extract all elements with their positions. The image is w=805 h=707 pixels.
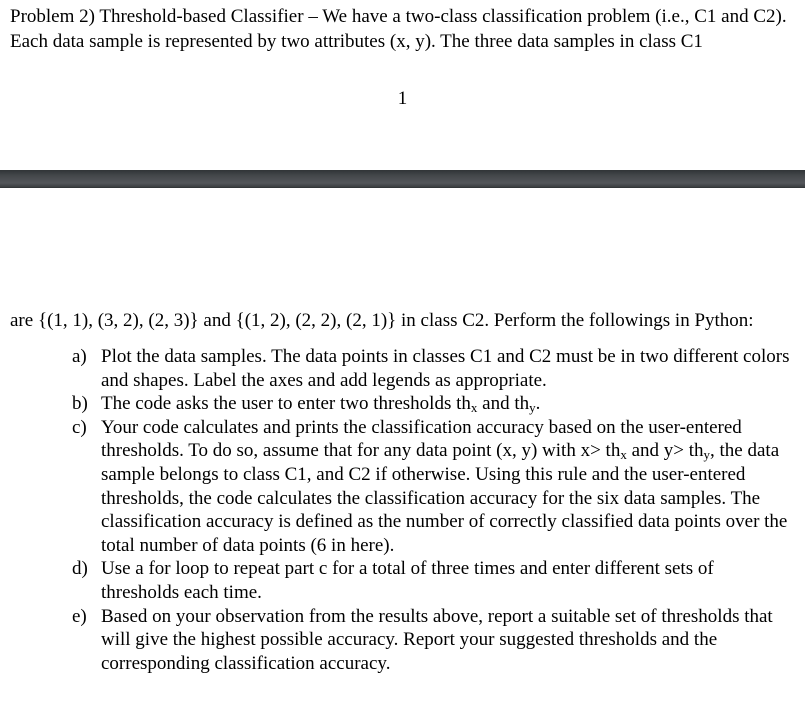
list-item-b-text [101, 392, 793, 416]
page-1 [0, 0, 805, 170]
list-item-b [72, 392, 793, 416]
problem-continuation-paragraph: are {(1, 1), (3, 2), (2, 3)} and {(1, 2), (2, 2), (2, 1)} in class C2. Perform the followings in Python: [10, 310, 754, 331]
list-item-d-body: Use a for loop to repeat part c for a total of three times and enter different sets of thresholds each time. [101, 558, 719, 603]
list-item-d [72, 557, 793, 604]
threshold-y-subscript: y [703, 447, 711, 463]
list-item-e-label: e) [72, 605, 87, 627]
list-item-c-segment-3: , the data sample belongs to class C1, and C2 if otherwise. Using this rule and the user-entered thresholds, the code calculates the classification accuracy for the six data samples. The classification accuracy is defined as the number of correctly classified data points over the total number of data points (6 in here). [101, 440, 793, 556]
list-item-d-text [101, 557, 793, 604]
list-item-d-label: d) [72, 558, 88, 580]
task-list [72, 345, 793, 675]
page-number: 1 [397, 88, 408, 109]
list-item-a-label: a) [72, 346, 87, 367]
list-item-c-segment-2: and y> th [626, 440, 704, 462]
page-break-separator [0, 170, 805, 188]
list-item-e [72, 605, 793, 676]
problem-intro-paragraph: Problem 2) Threshold-based Classifier – We have a two-class classification problem (i.e., C1 and C2). Each data sample is represented by two attributes (x, y). The three data samples in class C1 [10, 6, 797, 52]
list-item-e-text [101, 605, 793, 676]
list-item-e-body: Based on your observation from the results above, report a suitable set of thresholds that will give the highest possible accuracy. Report your suggested thresholds and the corresponding classification accuracy. [101, 605, 778, 674]
list-item-a-text [101, 345, 793, 392]
threshold-x-subscript: x [470, 400, 478, 416]
threshold-x-subscript: x [620, 447, 627, 463]
list-item-a [72, 345, 793, 392]
page-2 [0, 188, 805, 707]
list-item-c-label: c) [72, 416, 87, 438]
list-item-b-segment-3: . [535, 393, 541, 415]
list-item-a-body: Plot the data samples. The data points in classes C1 and C2 must be in two different colors and shapes. Label the axes and add legends as appropriate. [101, 346, 795, 391]
list-item-b-segment-1: The code asks the user to enter two thresholds th [101, 393, 471, 415]
list-item-c-segment-1: Your code calculates and prints the classification accuracy based on the user-entered thresholds. To do so, assume that for any data point (x, y) with x> th [101, 416, 747, 462]
list-item-c [72, 416, 793, 558]
threshold-y-subscript: y [529, 400, 536, 416]
list-item-b-label: b) [72, 393, 88, 415]
list-item-b-segment-2: and th [477, 393, 530, 415]
list-item-c-text [101, 416, 793, 558]
